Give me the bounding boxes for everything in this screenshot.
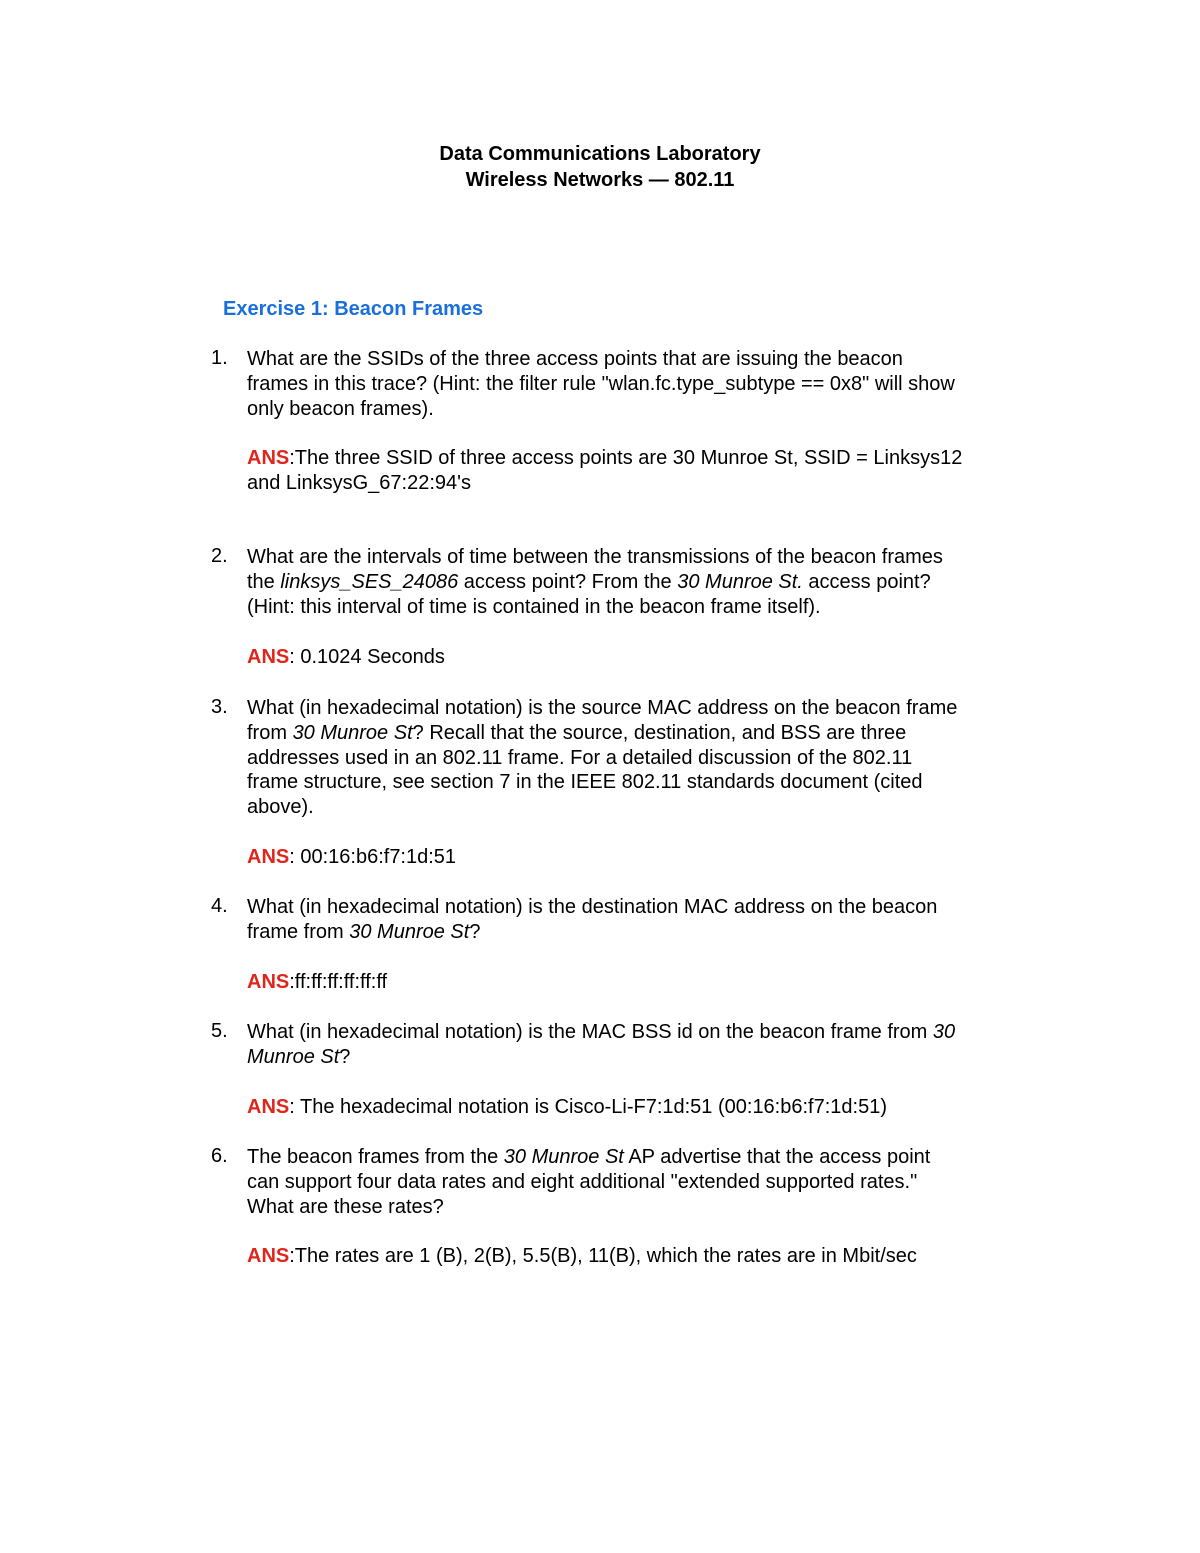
question-text-italic: linksys_SES_24086	[280, 570, 459, 593]
question-text-part: The beacon frames from the	[247, 1146, 504, 1168]
question-text-part: What (in hexadecimal notation) is the destination MAC address on the beacon frame from	[247, 896, 938, 943]
answer-label: ANS	[247, 971, 290, 993]
document-subtitle: Wireless Networks — 802.11	[465, 169, 735, 191]
question-number: 4.	[211, 895, 228, 917]
question-text	[247, 1145, 1037, 1219]
answer	[247, 970, 1047, 995]
question-text-italic: 30 Munroe St.	[677, 570, 803, 593]
answer	[247, 845, 1047, 870]
question-text-part: What (in hexadecimal notation) is the source MAC address on the beacon frame from	[247, 697, 958, 744]
answer-label: ANS	[247, 846, 290, 868]
question-text-part: access point? From the	[458, 570, 678, 593]
question-text-italic: 30 Munroe St	[503, 1146, 624, 1168]
question-text	[247, 1020, 1037, 1070]
answer-label: ANS	[247, 447, 290, 469]
answer-text: :The three SSID of three access points are 30 Munroe St, SSID = Linksys12 and LinksysG_67:22:94's	[247, 447, 963, 494]
question-number: 2.	[211, 545, 228, 567]
answer	[247, 446, 1047, 496]
answer-text: :ff:ff:ff:ff:ff:ff	[289, 971, 388, 993]
question-text-part: What (in hexadecimal notation) is the MAC BSS id on the beacon frame from	[247, 1021, 933, 1043]
question-text-part: ? Recall that the source, destination, and BSS are three addresses used in an 802.11 frame. For a detailed discussion of the 802.11 frame structure, see section 7 in the IEEE 802.11 standards document (cited above).	[247, 721, 923, 819]
question-number: 6.	[211, 1145, 228, 1167]
question-text-part: access point? (Hint: this interval of time is contained in the beacon frame itself).	[247, 570, 931, 618]
answer-text: : 00:16:b6:f7:1d:51	[289, 846, 457, 868]
answer-label: ANS	[247, 646, 290, 668]
answer-text: : 0.1024 Seconds	[289, 646, 445, 668]
answer-text: : The hexadecimal notation is Cisco-Li-F7:1d:51 (00:16:b6:f7:1d:51)	[289, 1096, 887, 1118]
question-number: 3.	[211, 696, 228, 718]
question-text	[247, 545, 1037, 619]
question-text: What are the SSIDs of the three access points that are issuing the beacon frames in this trace? (Hint: the filter rule "wlan.fc.type_subtype == 0x8" will show only beacon frames).	[247, 348, 955, 420]
answer-label: ANS	[247, 1245, 290, 1267]
answer	[247, 1244, 1047, 1269]
answer-label: ANS	[247, 1096, 290, 1118]
question-text	[247, 696, 1037, 820]
question-text-part: ?	[339, 1045, 351, 1068]
question-number: 5.	[211, 1020, 228, 1042]
question-text	[247, 895, 1037, 945]
answer	[247, 1095, 1047, 1120]
question-number: 1.	[211, 347, 228, 369]
question-text-part: ?	[469, 920, 481, 943]
question-text-part: What are the intervals of time between the transmissions of the beacon frames the	[247, 546, 943, 593]
question-text-part: AP advertise that the access point can support four data rates and eight additional "extended supported rates." What are these rates?	[247, 1146, 931, 1218]
question-text-italic: 30 Munroe St	[349, 920, 470, 943]
question-text-italic: 30 Munroe St	[292, 721, 413, 744]
answer	[247, 645, 1047, 670]
question-text-italic: 30 Munroe St	[247, 1021, 956, 1068]
answer-text: :The rates are 1 (B), 2(B), 5.5(B), 11(B), which the rates are in Mbit/sec	[289, 1245, 917, 1267]
document-title: Data Communications Laboratory	[439, 143, 761, 165]
exercise-heading: Exercise 1: Beacon Frames	[223, 298, 484, 320]
